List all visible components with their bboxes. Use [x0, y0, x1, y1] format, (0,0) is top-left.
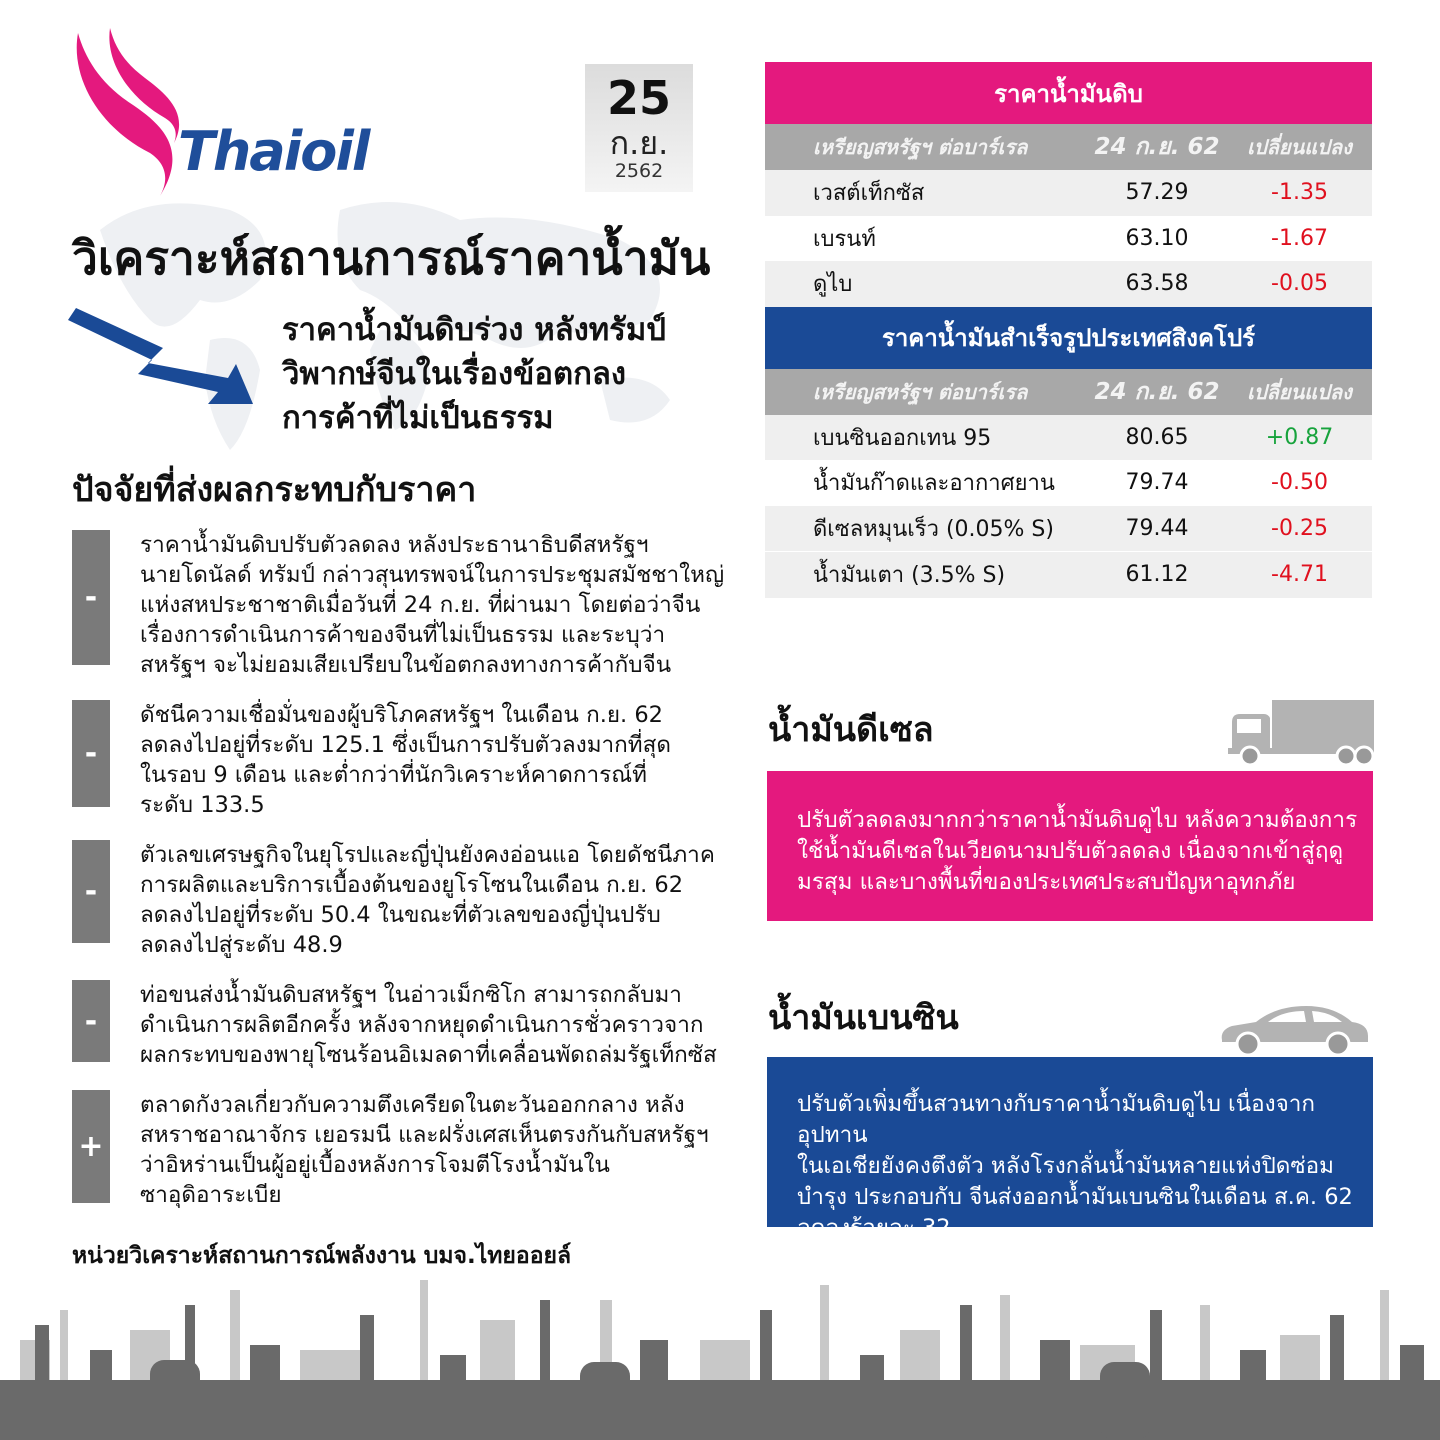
truck-icon	[1228, 700, 1374, 766]
row-name: น้ำมันเตา (3.5% S)	[813, 563, 1006, 589]
factor-text	[140, 700, 780, 820]
row-name: เวสต์เท็กซัส	[813, 181, 925, 207]
gasoline-summary-box	[767, 1057, 1373, 1241]
column-header-date: 24 ก.ย. 62	[1094, 134, 1220, 160]
row-name: น้ำมันก๊าดและอากาศยาน	[813, 471, 1055, 497]
factor-sign: -	[72, 530, 110, 665]
gasoline-line: ในเอเชียยังคงตึงตัว หลังโรงกลั่นน้ำมันหลายแห่งปิดซ่อม	[797, 1153, 1334, 1179]
table-row	[765, 415, 1372, 461]
factor-line: ซาอุดิอาระเบีย	[140, 1182, 282, 1208]
headline-line: ราคาน้ำมันดิบร่วง หลังทรัมป์	[282, 312, 666, 348]
thaioil-logo-text: Thaioil	[178, 120, 369, 183]
row-name: ดีเซลหมุนเร็ว (0.05% S)	[813, 516, 1054, 542]
row-price: 80.65	[1125, 424, 1189, 450]
row-price: 79.44	[1125, 515, 1189, 541]
factor-line: การผลิตและบริการเบื้องต้นของยูโรโซนในเดือน ก.ย. 62	[140, 872, 684, 898]
row-name: เบรนท์	[813, 226, 876, 252]
diesel-title: น้ำมันดีเซล	[768, 710, 934, 750]
source-credit: หน่วยวิเคราะห์สถานการณ์พลังงาน บมจ.ไทยออยล์	[72, 1243, 572, 1269]
row-price: 57.29	[1125, 180, 1189, 206]
column-header-date: 24 ก.ย. 62	[1094, 378, 1220, 405]
table-row	[765, 261, 1372, 307]
column-header-unit: เหรียญสหรัฐฯ ต่อบาร์เรล	[813, 379, 1028, 404]
date-day: 25	[606, 71, 671, 125]
table-row	[765, 170, 1372, 216]
crude-table-title: ราคาน้ำมันดิบ	[765, 62, 1372, 124]
date-month: ก.ย.	[609, 124, 669, 162]
refined-table-header	[765, 369, 1372, 415]
row-name: เบนซินออกเทน 95	[813, 425, 992, 451]
factor-text	[140, 980, 780, 1070]
factor-sign: -	[72, 700, 110, 807]
factors-title: ปัจจัยที่ส่งผลกระทบกับราคา	[72, 470, 477, 510]
date-year: 2562	[614, 160, 664, 182]
row-change: -0.50	[1271, 470, 1328, 496]
row-price: 63.10	[1125, 225, 1189, 251]
thaioil-logo-mark	[70, 28, 180, 198]
factor-text	[140, 530, 780, 680]
column-header-change: เปลี่ยนแปลง	[1247, 379, 1352, 404]
row-change: -1.67	[1271, 225, 1328, 251]
diesel-line: ปรับตัวลดลงมากกว่าราคาน้ำมันดิบดูไบ หลังความต้องการ	[797, 807, 1358, 833]
diesel-line: มรสุม และบางพื้นที่ของประเทศประสบปัญหาอุทกภัย	[797, 869, 1296, 895]
factor-line: ตลาดกังวลเกี่ยวกับความตึงเครียดในตะวันออกกลาง หลัง	[140, 1092, 685, 1118]
factor-sign: -	[72, 840, 110, 943]
factor-text	[140, 1090, 780, 1210]
row-name: ดูไบ	[813, 272, 853, 298]
gasoline-line: ลดลงร้อยละ 32	[797, 1215, 951, 1241]
row-price: 63.58	[1125, 271, 1189, 297]
gasoline-title: น้ำมันเบนซิน	[768, 998, 959, 1038]
diesel-summary-box	[767, 771, 1373, 921]
table-row	[765, 460, 1372, 506]
factor-line: สหรัฐฯ จะไม่ยอมเสียเปรียบในข้อตกลงทางการค้ากับจีน	[140, 652, 672, 678]
page-title: วิเคราะห์สถานการณ์ราคาน้ำมัน	[72, 231, 711, 285]
factor-text	[140, 840, 780, 960]
car-icon	[1216, 1000, 1372, 1058]
factor-line: ลดลงไปอยู่ที่ระดับ 125.1 ซึ่งเป็นการปรับตัวลงมากที่สุด	[140, 732, 671, 758]
refinery-skyline-background	[0, 1270, 1440, 1440]
gasoline-line: บำรุง ประกอบกับ จีนส่งออกน้ำมันเบนซินในเดือน ส.ค. 62	[797, 1184, 1353, 1210]
row-price: 61.12	[1125, 562, 1189, 588]
column-header-change: เปลี่ยนแปลง	[1247, 135, 1352, 159]
row-change: -0.05	[1271, 271, 1328, 297]
row-price: 79.74	[1125, 470, 1189, 496]
headline-line: วิพากษ์จีนในเรื่องข้อตกลง	[282, 356, 626, 392]
table-row	[765, 216, 1372, 262]
row-change: -4.71	[1271, 562, 1328, 588]
headline	[282, 308, 722, 440]
factor-line: ในรอบ 9 เดือน และต่ำกว่าที่นักวิเคราะห์คาดการณ์ที่	[140, 762, 647, 788]
factor-line: ลดลงไปอยู่ที่ระดับ 50.4 ในขณะที่ตัวเลขของญี่ปุ่นปรับ	[140, 902, 661, 928]
factor-line: ท่อขนส่งน้ำมันดิบสหรัฐฯ ในอ่าวเม็กซิโก สามารถกลับมา	[140, 982, 682, 1008]
crude-table-header	[765, 124, 1372, 170]
factor-line: สหราชอาณาจักร เยอรมนี และฝรั่งเศสเห็นตรงกันกับสหรัฐฯ	[140, 1122, 709, 1148]
headline-line: การค้าที่ไม่เป็นธรรม	[282, 400, 554, 436]
table-row	[765, 551, 1372, 598]
row-change: -1.35	[1271, 180, 1328, 206]
factor-line: เรื่องการดำเนินการค้าของจีนที่ไม่เป็นธรรม และระบุว่า	[140, 622, 666, 648]
row-change: -0.25	[1271, 515, 1328, 541]
factor-line: แห่งสหประชาชาติเมื่อวันที่ 24 ก.ย. ที่ผ่านมา โดยต่อว่าจีน	[140, 592, 701, 618]
factor-line: ดัชนีความเชื่อมั่นของผู้บริโภคสหรัฐฯ ในเดือน ก.ย. 62	[140, 702, 663, 728]
factor-line: นายโดนัลด์ ทรัมป์ กล่าวสุนทรพจน์ในการประชุมสมัชชาใหญ่	[140, 562, 725, 588]
factor-sign: -	[72, 980, 110, 1062]
factor-line: ตัวเลขเศรษฐกิจในยุโรปและญี่ปุ่นยังคงอ่อนแอ โดยดัชนีภาค	[140, 842, 715, 868]
refined-table-title: ราคาน้ำมันสำเร็จรูปประเทศสิงคโปร์	[765, 307, 1372, 369]
column-header-unit: เหรียญสหรัฐฯ ต่อบาร์เรล	[813, 135, 1028, 159]
date-box	[585, 64, 693, 192]
row-change: +0.87	[1265, 424, 1334, 450]
factor-line: ว่าอิหร่านเป็นผู้อยู่เบื้องหลังการโจมตีโรงน้ำมันใน	[140, 1152, 610, 1178]
factor-line: ผลกระทบของพายุโซนร้อนอิเมลดาที่เคลื่อนพัดถล่มรัฐเท็กซัส	[140, 1042, 717, 1068]
price-table	[765, 62, 1372, 598]
table-row	[765, 506, 1372, 552]
factor-sign: +	[72, 1090, 110, 1203]
factor-line: ลดลงไปสู่ระดับ 48.9	[140, 932, 343, 958]
gasoline-line: ปรับตัวเพิ่มขึ้นสวนทางกับราคาน้ำมันดิบดูไบ เนื่องจากอุปทาน	[797, 1091, 1316, 1148]
factor-line: ดำเนินการผลิตอีกครั้ง หลังจากหยุดดำเนินการชั่วคราวจาก	[140, 1012, 704, 1038]
factor-line: ราคาน้ำมันดิบปรับตัวลดลง หลังประธานาธิบดีสหรัฐฯ	[140, 532, 649, 558]
down-trend-arrow-icon	[68, 308, 268, 408]
diesel-line: ใช้น้ำมันดีเซลในเวียดนามปรับตัวลดลง เนื่องจากเข้าสู่ฤดู	[797, 838, 1344, 864]
factor-line: ระดับ 133.5	[140, 792, 265, 818]
